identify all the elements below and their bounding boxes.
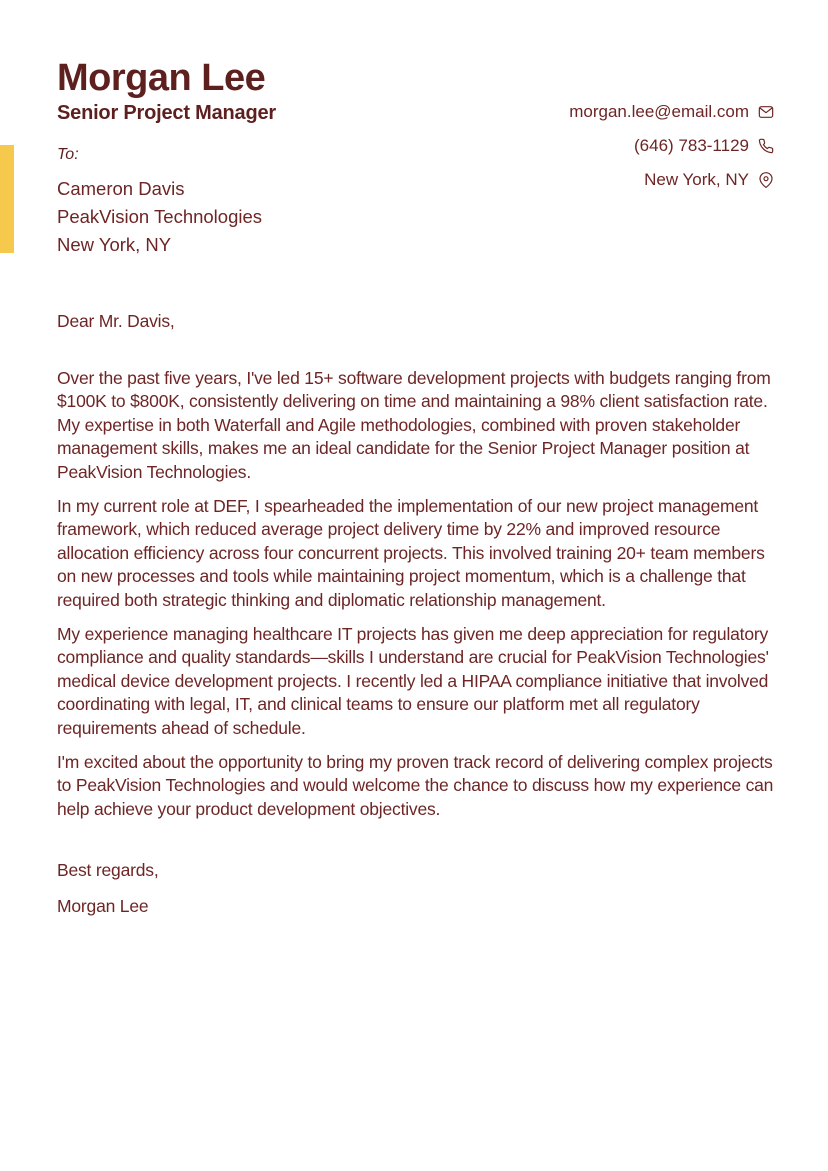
recipient-name: Cameron Davis — [57, 178, 185, 199]
contact-email-value: morgan.lee@email.com — [569, 102, 749, 121]
letter-paragraph-4: I'm excited about the opportunity to bring my proven track record of delivering complex projects to PeakVision Technologies and would welcome the chance to discuss how my experience can help achieve your product development objectives. — [57, 751, 774, 819]
accent-bar — [0, 145, 14, 253]
contact-phone — [634, 136, 774, 156]
recipient-block — [57, 175, 262, 259]
contact-location-value: New York, NY — [644, 170, 749, 189]
mail-icon — [758, 104, 774, 120]
letter-paragraph-1: Over the past five years, I've led 15+ software development projects with budgets ranging from $100K to $800K, consistently delivering on time and maintaining a 98% client satisfaction rate. My expertise in both Waterfall and Agile methodologies, combined with proven stakeholder management skills, makes me an ideal candidate for the Senior Project Manager position at PeakVision Technologies. — [57, 367, 771, 482]
recipient-label: To: — [57, 146, 79, 163]
letter-paragraph-3: My experience managing healthcare IT projects has given me deep appreciation for regulatory compliance and quality standards—skills I understand are crucial for PeakVision Technologies' medical device development projects. I recently led a HIPAA compliance initiative that involved coordinating with legal, IT, and clinical teams to ensure our platform met all regulatory requirements ahead of schedule. — [57, 623, 769, 738]
phone-icon — [758, 138, 774, 154]
letter-paragraph-2: In my current role at DEF, I spearheaded the implementation of our new project management framework, which reduced average project delivery time by 22% and improved resource allocation efficiency across four concurrent projects. This involved training 20+ team members on new processes and tools while maintaining project momentum, which is a challenge that required both strategic thinking and diplomatic relationship management. — [57, 495, 765, 610]
sender-name: Morgan Lee — [57, 57, 266, 99]
recipient-company: PeakVision Technologies — [57, 206, 263, 227]
letter-closing: Best regards, — [57, 860, 159, 881]
letter-body — [57, 310, 777, 918]
contact-phone-value: (646) 783-1129 — [634, 136, 749, 155]
contact-email — [569, 102, 774, 122]
sender-job-title: Senior Project Manager — [57, 102, 276, 124]
contact-info — [569, 102, 774, 190]
contact-location — [644, 170, 774, 190]
letter-greeting: Dear Mr. Davis, — [57, 311, 175, 331]
location-pin-icon — [758, 172, 774, 188]
recipient-location: New York, NY — [57, 234, 172, 255]
letter-signature: Morgan Lee — [57, 895, 149, 916]
